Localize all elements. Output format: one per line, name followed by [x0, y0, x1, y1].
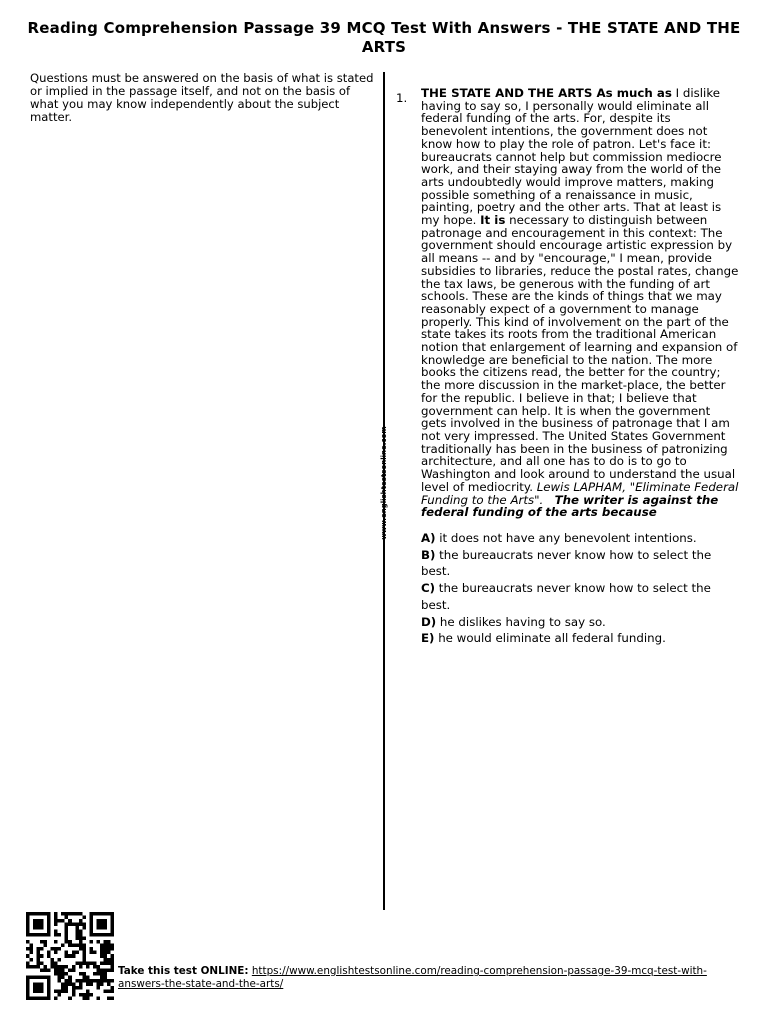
passage-citation: Lewis LAPHAM, "Eliminate Federal Funding to the Arts".	[421, 479, 739, 507]
question-number: 1.	[396, 91, 408, 105]
site-watermark: www.englishtestsonline.com	[380, 426, 388, 540]
option-text: he dislikes having to say so.	[436, 614, 606, 629]
option-letter: E)	[421, 631, 435, 646]
option-c[interactable]	[421, 580, 739, 613]
option-text: it does not have any benevolent intentions.	[435, 531, 697, 545]
option-text: the bureaucrats never know how to select the best.	[421, 547, 712, 579]
option-letter: C)	[421, 581, 436, 596]
option-b[interactable]	[421, 547, 739, 580]
option-text: he would eliminate all federal funding.	[434, 631, 666, 646]
option-a[interactable]	[421, 530, 739, 547]
option-letter: A)	[421, 531, 436, 545]
answer-options	[421, 530, 739, 647]
page-title: Reading Comprehension Passage 39 MCQ Test With Answers - THE STATE AND THE ARTS	[27, 19, 741, 56]
passage-lead: THE STATE AND THE ARTS As much as	[421, 86, 672, 100]
passage-emphasis: It is	[480, 213, 506, 228]
option-e[interactable]	[421, 630, 739, 647]
footer-label: Take this test ONLINE:	[118, 965, 249, 977]
passage-body-1: I dislike having to say so, I personally would eliminate all federal funding of the arts. For, despite its benevolent intentions, the government does not know how to play the role of patron. Let's face it: bureaucrats cannot help but commission mediocre work, and their staying away from the world of the arts undoubtedly would improve matters, making possible something of a renaissance in music, painting, poetry and the other arts. That at least is my hope.	[421, 86, 722, 228]
test-online-link[interactable]: https://www.englishtestsonline.com/reading-comprehension-passage-39-mcq-test-with-answers-the-state-and-the-arts/	[118, 965, 707, 990]
passage-text	[421, 87, 739, 519]
qr-code-icon[interactable]	[26, 912, 114, 1000]
instructions-text: Questions must be answered on the basis of what is stated or implied in the passage itself, and not on the basis of what you may know independently about the subject matter.	[30, 71, 374, 124]
option-d[interactable]	[421, 614, 739, 631]
passage-body-2: necessary to distinguish between patronage and encouragement in this context: The government should encourage artistic expression by all means -- and by "encourage," I mean, provide subsidies to libraries, reduce the postal rates, change the tax laws, be generous with the funding of art schools. These are the kinds of things that we may reasonably expect of a government to manage properly. This kind of involvement on the part of the state takes its roots from the traditional American notion that enlargement of learning and expansion of knowledge are beneficial to the nation. The more books the citizens read, the better for the country; the more discussion in the market-place, the better for the republic. I believe in that; I believe that government can help. It is when the government gets involved in the business of patronage that I am not very impressed. The United States Government traditionally has been in the business of patronizing architecture, and all one has to do is to go to Washington and look around to understand the usual level of mediocrity.	[421, 213, 739, 494]
option-letter: D)	[421, 614, 437, 629]
footer	[118, 965, 718, 990]
question-prompt: The writer is against the federal funding of the arts because	[421, 492, 719, 520]
option-text: the bureaucrats never know how to select the best.	[421, 581, 711, 612]
option-letter: B)	[421, 547, 436, 562]
